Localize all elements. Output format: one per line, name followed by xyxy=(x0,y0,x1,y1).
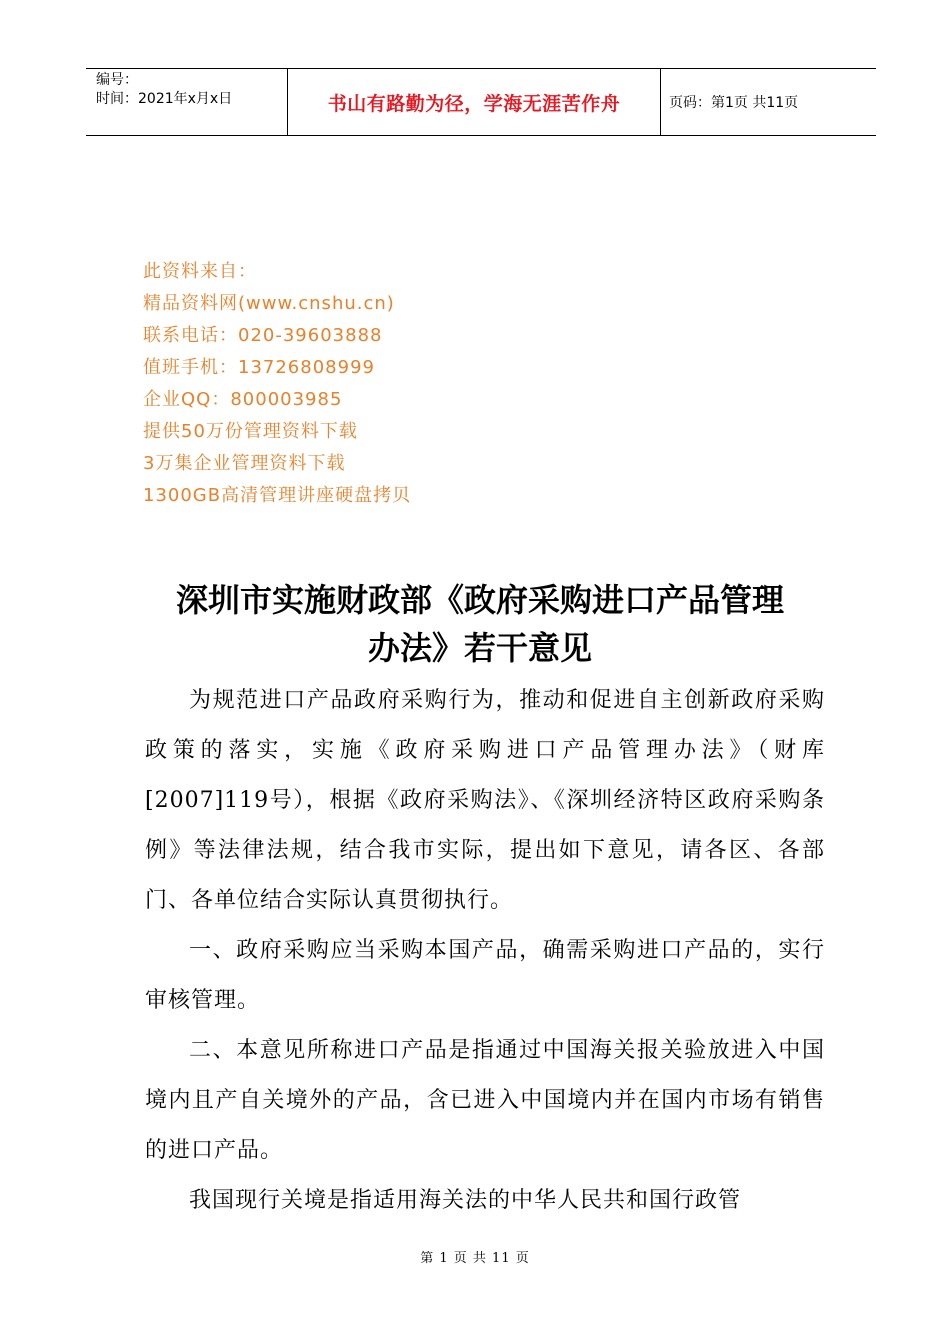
body-paragraph: 二、本意见所称进口产品是指通过中国海关报关验放进入中国境内且产自关境外的产品，含已进入中国境内并在国内市场有销售的进口产品。 xyxy=(145,1038,825,1163)
source-line: 提供50万份管理资料下载 xyxy=(143,421,358,442)
document-title-line: 深圳市实施财政部《政府采购进口产品管理 xyxy=(175,581,784,619)
header-motto: 书山有路勤为径，学海无涯苦作舟 xyxy=(288,69,661,135)
document-time-label: 时间：2021年x月x日 xyxy=(96,91,233,107)
header-page-info: 页码：第1页 共11页 xyxy=(669,95,799,111)
header-meta xyxy=(86,69,288,135)
body-paragraph: 我国现行关境是指适用海关法的中华人民共和国行政管 xyxy=(189,1188,742,1213)
source-line: 精品资料网(www.cnshu.cn) xyxy=(143,293,395,314)
document-body xyxy=(145,676,825,1226)
body-paragraph: 为规范进口产品政府采购行为，推动和促进自主创新政府采购政策的落实，实施《政府采购进口产品管理办法》（财库[2007]119号），根据《政府采购法》、《深圳经济特区政府采购条例》等法律法规，结合我市实际，提出如下意见，请各区、各部门、各单位结合实际认真贯彻执行。 xyxy=(145,688,825,913)
document-title xyxy=(100,576,860,672)
source-line: 此资料来自： xyxy=(143,261,257,282)
source-line: 1300GB高清管理讲座硬盘拷贝 xyxy=(143,485,412,506)
source-info-block xyxy=(143,256,411,512)
document-title-line: 办法》若干意见 xyxy=(367,629,592,667)
header-table xyxy=(86,68,876,136)
source-line: 企业QQ：800003985 xyxy=(143,389,343,410)
document-number-label: 编号： xyxy=(96,72,138,88)
page-footer: 第 1 页 共 11 页 xyxy=(420,1251,530,1266)
source-line: 3万集企业管理资料下载 xyxy=(143,453,346,474)
source-line: 值班手机：13726808999 xyxy=(143,357,375,378)
source-line: 联系电话：020-39603888 xyxy=(143,325,383,346)
body-paragraph: 一、政府采购应当采购本国产品，确需采购进口产品的，实行审核管理。 xyxy=(145,938,825,1013)
